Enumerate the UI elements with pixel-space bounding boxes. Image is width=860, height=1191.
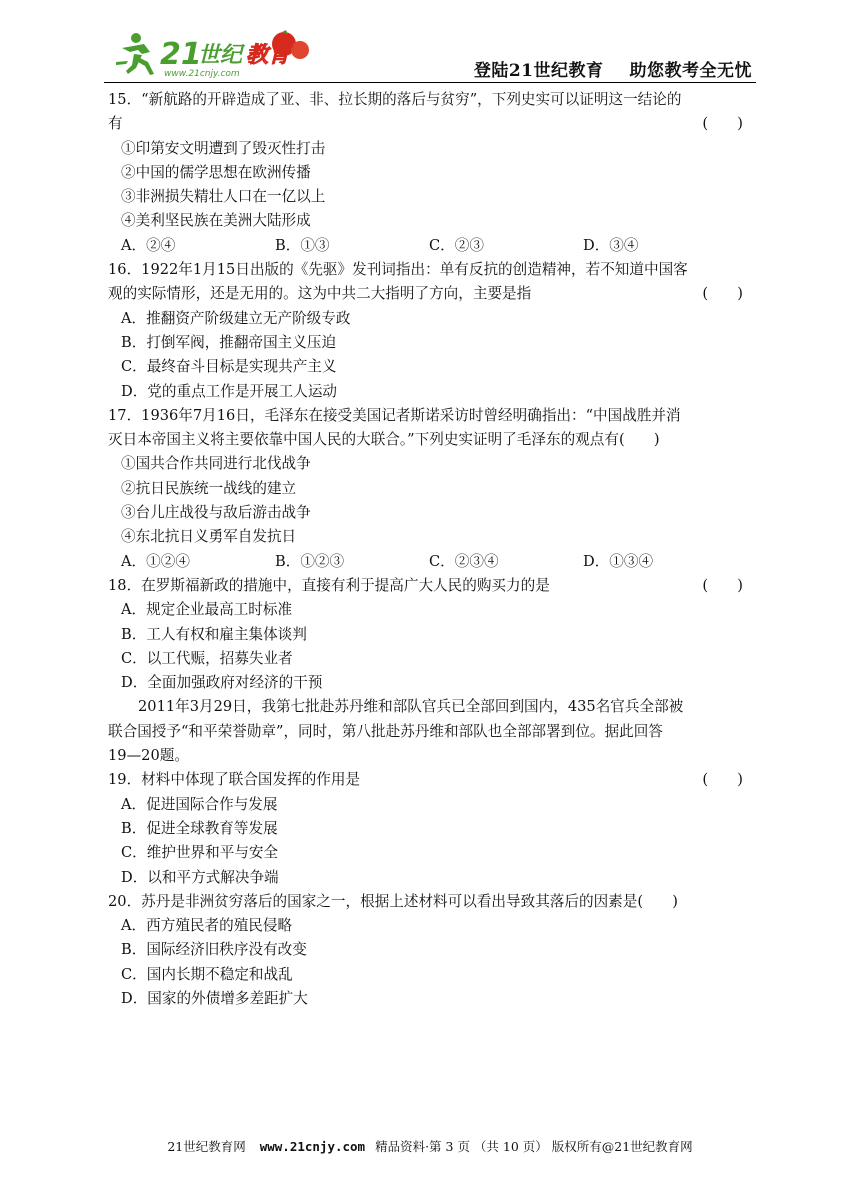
- statement-item: ①国共合作共同进行北伐战争: [121, 455, 311, 473]
- footer-site-link[interactable]: www.21cnjy.com: [259, 1139, 366, 1154]
- question-15: [108, 88, 753, 258]
- answer-blank: ( ): [702, 285, 743, 303]
- option-b: B．①②③: [275, 552, 345, 570]
- statement-item: ③台儿庄战役与敌后游击战争: [121, 504, 311, 522]
- option-a: A．推翻资产阶级建立无产阶级专政: [121, 309, 351, 327]
- question-stem-line: [108, 768, 753, 792]
- question-stem: 20．苏丹是非洲贫穷落后的国家之一，根据上述材料可以看出导致其落后的因素是( ): [108, 892, 678, 910]
- page-footer: [0, 1137, 860, 1155]
- material-text: 2011年3月29日，我第七批赴苏丹维和部队官兵已全部回到国内，435名官兵全部被: [138, 698, 684, 716]
- option-a: A．规定企业最高工时标准: [121, 601, 293, 619]
- question-16: [108, 258, 753, 404]
- page-header: [104, 24, 756, 82]
- option-c: C．②③: [429, 236, 484, 254]
- header-slogan: [474, 56, 752, 81]
- option-row: [108, 234, 753, 258]
- header-rule: [104, 82, 756, 83]
- option-b: B．打倒军阀，推翻帝国主义压迫: [121, 333, 337, 351]
- footer-page-info: 精品资料·第 3 页 （共 10 页） 版权所有@21世纪教育网: [375, 1139, 693, 1154]
- option-d: D．国家的外债增多差距扩大: [121, 989, 308, 1007]
- answer-blank: ( ): [702, 771, 743, 789]
- question-stem-line: [108, 112, 753, 136]
- option-a: A．促进国际合作与发展: [121, 795, 278, 813]
- question-content: [108, 88, 753, 1011]
- site-logo: [114, 28, 314, 78]
- question-stem: 灭日本帝国主义将主要依靠中国人民的大联合。”下列史实证明了毛泽东的观点有( ): [108, 431, 660, 449]
- question-stem-line: [108, 282, 753, 306]
- option-d: D．以和平方式解决争端: [121, 868, 279, 886]
- option-a: A．①②④: [121, 552, 190, 570]
- option-d: D．全面加强政府对经济的干预: [121, 674, 323, 692]
- option-c: C．国内长期不稳定和战乱: [121, 965, 293, 983]
- option-b: B．工人有权和雇主集体谈判: [121, 625, 307, 643]
- statement-item: ④美利坚民族在美洲大陆形成: [121, 212, 311, 230]
- option-b: B．①③: [275, 236, 330, 254]
- answer-blank: ( ): [702, 576, 743, 594]
- option-row: [108, 550, 753, 574]
- question-stem: 18．在罗斯福新政的措施中，直接有利于提高广大人民的购买力的是: [108, 576, 550, 594]
- option-c: C．②③④: [429, 552, 499, 570]
- footer-brand: 21世纪教育网: [167, 1139, 246, 1154]
- svg-text:世纪: 世纪: [198, 43, 243, 68]
- option-d: D．③④: [583, 236, 639, 254]
- statement-item: ①印第安文明遭到了毁灭性打击: [121, 139, 326, 157]
- question-stem: 17．1936年7月16日，毛泽东在接受美国记者斯诺采访时曾经明确指出：“中国战胜并消: [108, 406, 681, 424]
- svg-text:教育: 教育: [246, 43, 291, 68]
- statement-item: ③非洲损失精壮人口在一亿以上: [121, 188, 326, 206]
- option-a: A．②④: [121, 236, 176, 254]
- option-a: A．西方殖民者的殖民侵略: [121, 917, 293, 935]
- question-20: [108, 890, 753, 1011]
- option-c: C．以工代赈，招募失业者: [121, 649, 293, 667]
- material-text: 19—20题。: [108, 747, 189, 765]
- slogan-left: 登陆21世纪教育: [473, 61, 604, 81]
- option-d: D．党的重点工作是开展工人运动: [121, 382, 338, 400]
- question-stem: 15．“新航路的开辟造成了亚、非、拉长期的落后与贫穷”，下列史实可以证明这一结论的: [108, 91, 682, 108]
- question-17: [108, 404, 753, 574]
- question-stem: 19．材料中体现了联合国发挥的作用是: [108, 771, 361, 789]
- option-b: B．国际经济旧秩序没有改变: [121, 941, 307, 959]
- question-stem: 有: [108, 115, 123, 133]
- option-c: C．维护世界和平与安全: [121, 844, 279, 862]
- question-stem-line: [108, 574, 753, 598]
- material-text: 联合国授予“和平荣誉勋章”，同时，第八批赴苏丹维和部队也全部部署到位。据此回答: [108, 722, 663, 740]
- option-d: D．①③④: [583, 552, 654, 570]
- svg-text:21: 21: [160, 37, 202, 72]
- statement-item: ②抗日民族统一战线的建立: [121, 479, 297, 497]
- question-stem: 16．1922年1月15日出版的《先驱》发刊词指出：单有反抗的创造精神，若不知道中国客: [108, 261, 688, 279]
- svg-text:www.21cnjy.com: www.21cnjy.com: [164, 69, 240, 78]
- answer-blank: ( ): [702, 115, 743, 133]
- option-c: C．最终奋斗目标是实现共产主义: [121, 358, 337, 376]
- slogan-right: 助您教考全无忧: [629, 61, 752, 81]
- reading-material: [108, 695, 753, 768]
- question-stem: 观的实际情形，还是无用的。这为中共二大指明了方向，主要是指: [108, 285, 532, 303]
- statement-item: ④东北抗日义勇军自发抗日: [121, 528, 297, 546]
- question-18: [108, 574, 753, 695]
- question-19: [108, 768, 753, 889]
- statement-item: ②中国的儒学思想在欧洲传播: [121, 163, 311, 181]
- option-b: B．促进全球教育等发展: [121, 819, 278, 837]
